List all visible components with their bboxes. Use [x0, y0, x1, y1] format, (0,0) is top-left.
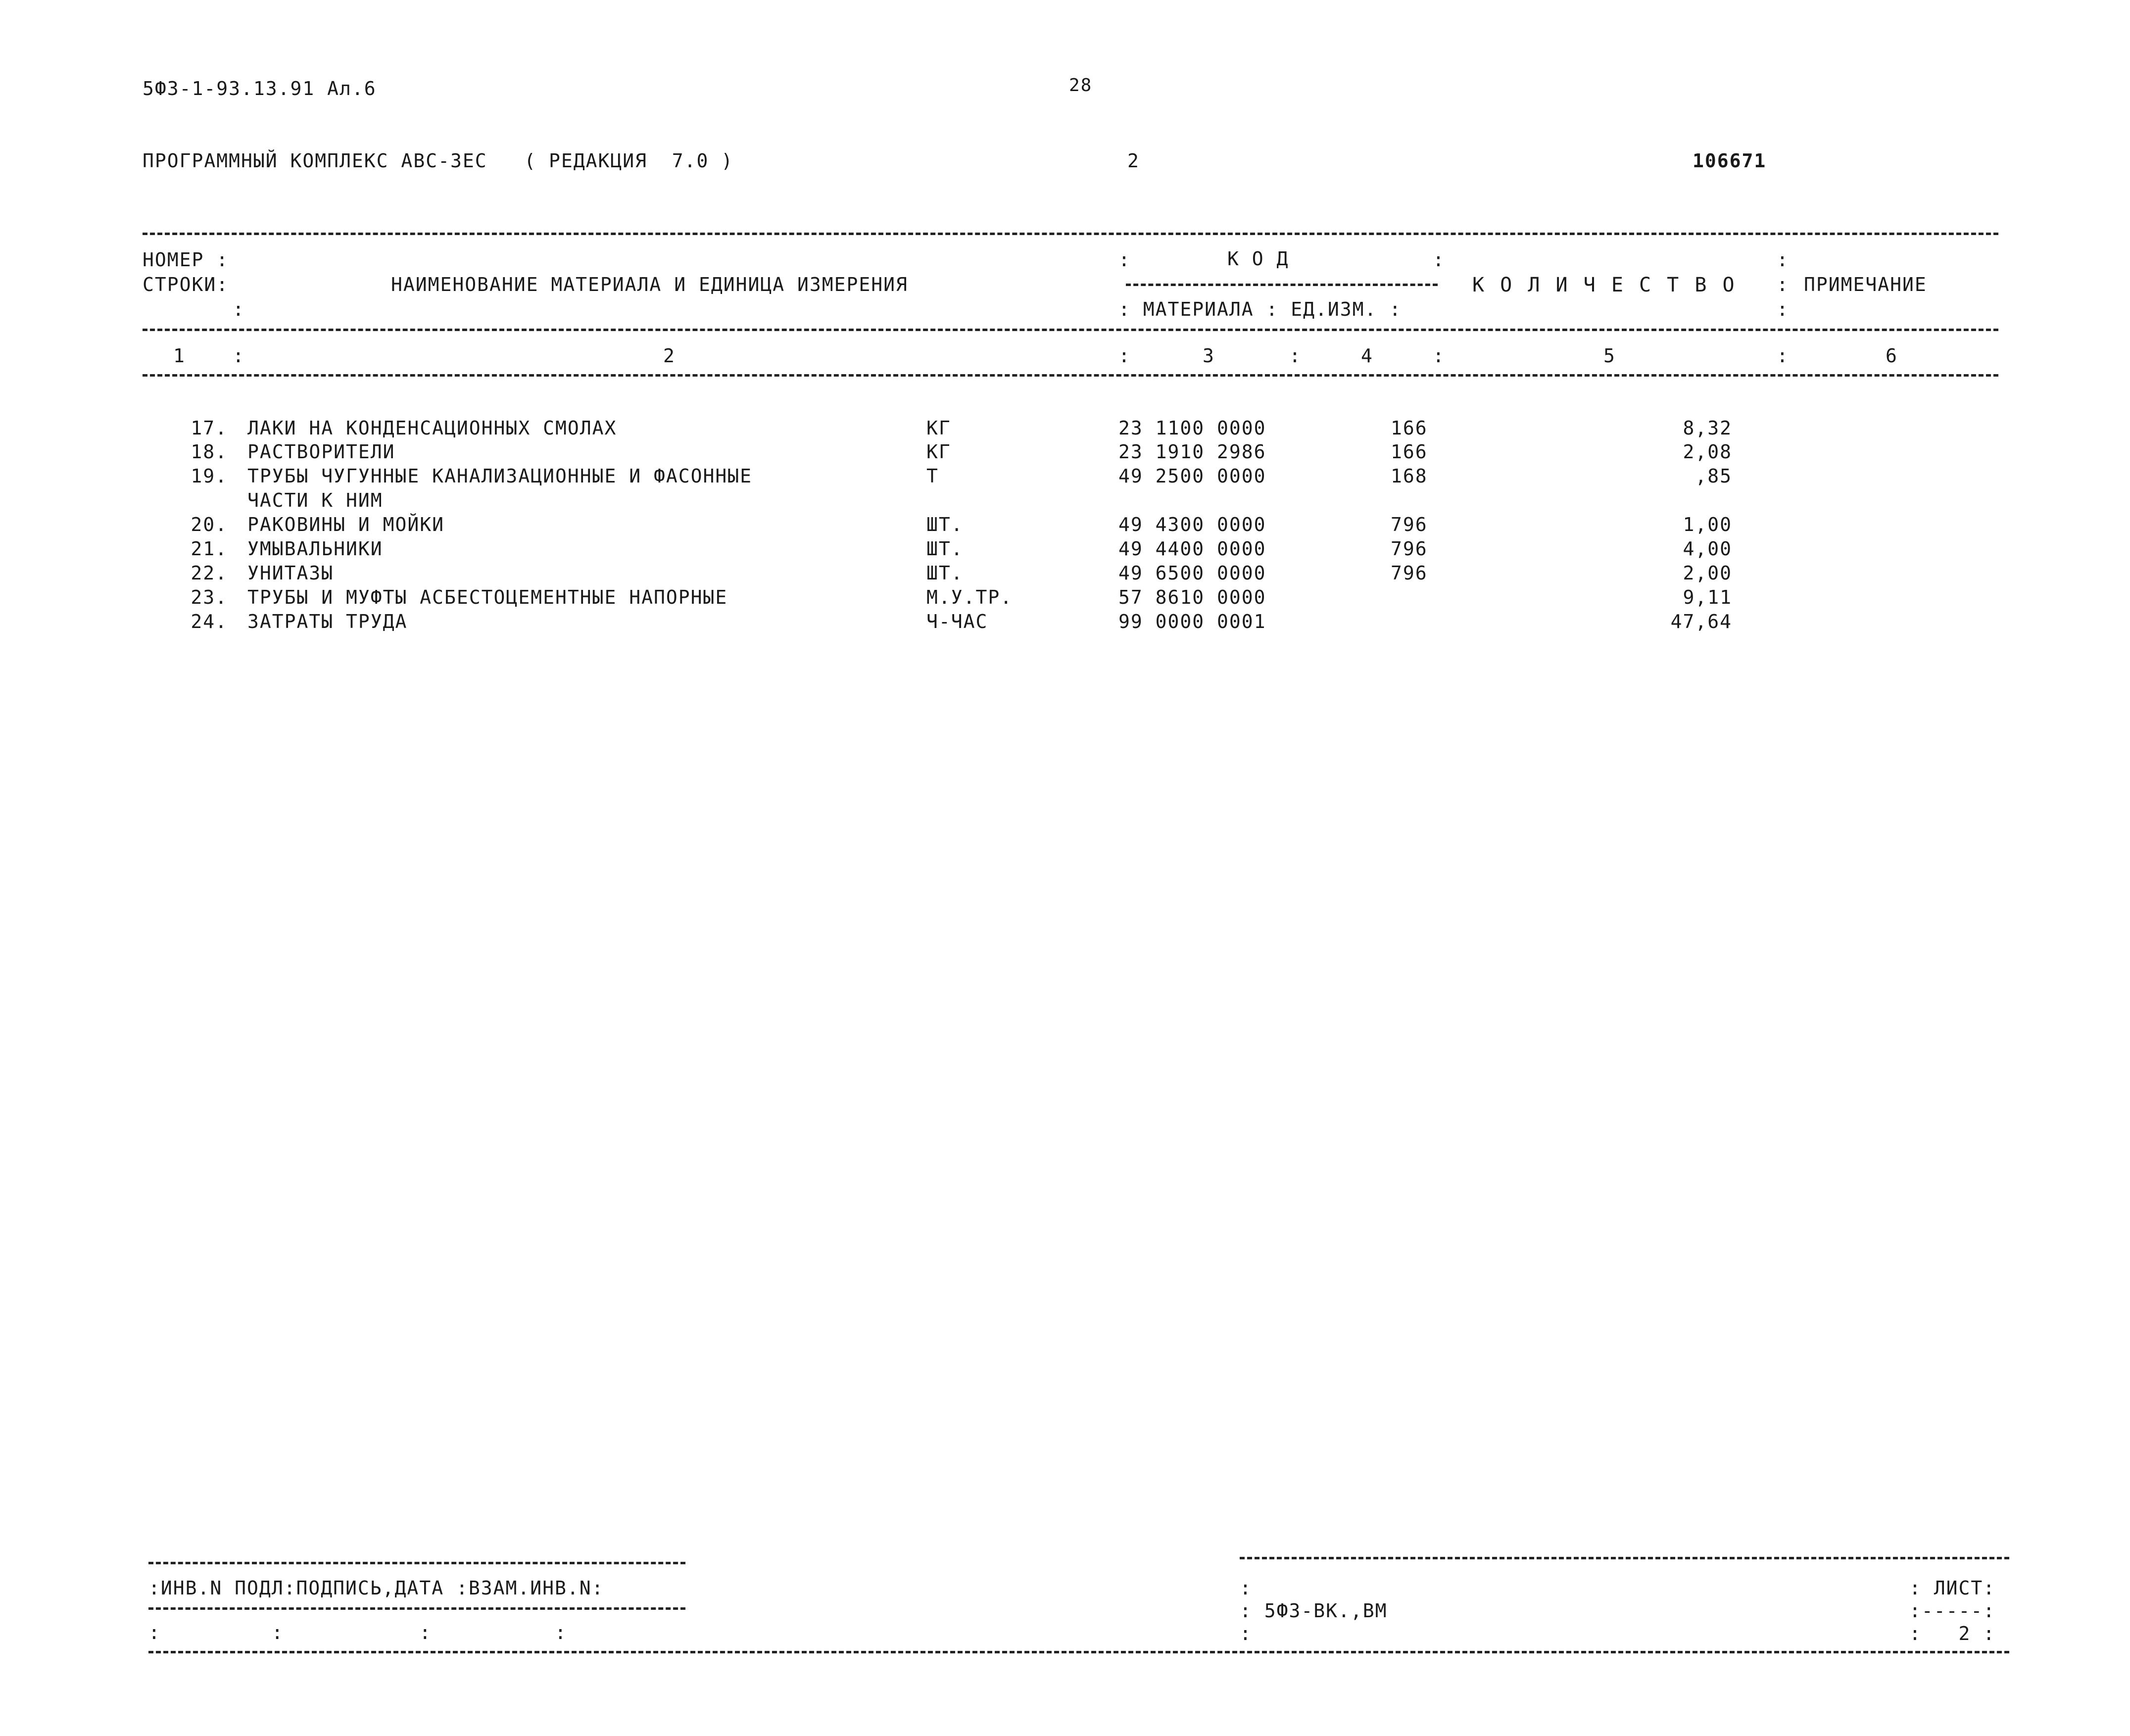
- row-number: 23.: [191, 586, 228, 608]
- quantity: 47,64: [1670, 611, 1732, 632]
- quantity: 8,32: [1683, 417, 1732, 439]
- header-bottom-rule: [143, 374, 1998, 377]
- col-num-sep: :: [1289, 345, 1302, 367]
- unit-code: 796: [1391, 562, 1428, 584]
- unit: М.У.ТР.: [926, 586, 1013, 608]
- stamp-header: :ИНВ.N ПОДЛ:ПОДПИСЬ,ДАТА :ВЗАМ.ИНВ.N:: [148, 1577, 604, 1599]
- unit: КГ: [926, 441, 951, 463]
- unit: ШТ.: [926, 538, 964, 560]
- material-name: УНИТАЗЫ: [247, 562, 334, 584]
- doc-reference: 5Ф3-1-93.13.91 Ал.6: [143, 78, 377, 99]
- col-num-3: 3: [1203, 345, 1215, 367]
- code-header-colon-right: :: [1433, 249, 1445, 271]
- note-header-colon2: :: [1777, 274, 1789, 295]
- quantity: 2,08: [1683, 441, 1732, 463]
- stamp-empty-row: : : : :: [148, 1622, 567, 1643]
- material-code: 49 4400 0000: [1118, 538, 1266, 560]
- unit: ШТ.: [926, 562, 964, 584]
- material-name: РАКОВИНЫ И МОЙКИ: [247, 514, 445, 535]
- material-code: 49 6500 0000: [1118, 562, 1266, 584]
- sheet-number: 2: [1127, 150, 1140, 172]
- material-code: 23 1100 0000: [1118, 417, 1266, 439]
- quantity: 1,00: [1683, 514, 1732, 535]
- row-number-header-line2: СТРОКИ:: [143, 274, 229, 295]
- material-name: ЛАКИ НА КОНДЕНСАЦИОННЫХ СМОЛАХ: [247, 417, 617, 439]
- document-id: 106671: [1693, 150, 1767, 172]
- unit: КГ: [926, 417, 951, 439]
- material-name: УМЫВАЛЬНИКИ: [247, 538, 383, 560]
- material-name: ТРУБЫ И МУФТЫ АСБЕСТОЦЕМЕНТНЫЕ НАПОРНЫЕ: [247, 586, 728, 608]
- row-number: 21.: [191, 538, 228, 560]
- col-num-sep: :: [1433, 345, 1445, 367]
- material-name: ТРУБЫ ЧУГУННЫЕ КАНАЛИЗАЦИОННЫЕ И ФАСОННЫЕ: [247, 465, 752, 487]
- col-num-sep: :: [1118, 345, 1131, 367]
- row-number: 20.: [191, 514, 228, 535]
- material-code: 23 1910 2986: [1118, 441, 1266, 463]
- material-name-header: НАИМЕНОВАНИЕ МАТЕРИАЛА И ЕДИНИЦА ИЗМЕРЕНИЯ: [391, 274, 908, 295]
- quantity: 9,11: [1683, 586, 1732, 608]
- title-block-top-rule: [1240, 1557, 2009, 1559]
- note-header-colon3: :: [1777, 298, 1789, 320]
- title-block-colon: :: [1240, 1577, 1252, 1599]
- sheet-value: : 2 :: [1909, 1623, 1996, 1644]
- col-num-2: 2: [663, 345, 676, 367]
- col-num-1: 1: [173, 345, 186, 367]
- material-code: 57 8610 0000: [1118, 586, 1266, 608]
- unit: Ч-ЧАС: [926, 611, 988, 632]
- unit-code: 168: [1391, 465, 1428, 487]
- stamp-mid-rule: [148, 1607, 685, 1610]
- note-header: ПРИМЕЧАНИЕ: [1804, 274, 1927, 295]
- sheet-divider: :-----:: [1909, 1600, 1996, 1622]
- title-block-colon: :: [1240, 1623, 1252, 1644]
- unit-code: 796: [1391, 514, 1428, 535]
- footer-bottom-rule: [148, 1651, 2009, 1653]
- stamp-top-rule: [148, 1562, 685, 1564]
- note-header-colon: :: [1777, 249, 1789, 271]
- col-num-sep: :: [1777, 345, 1789, 367]
- unit-code: 166: [1391, 417, 1428, 439]
- material-code: 49 4300 0000: [1118, 514, 1266, 535]
- code-header: К О Д: [1227, 248, 1289, 270]
- program-title: ПРОГРАММНЫЙ КОМПЛЕКС АВС-3ЕС ( РЕДАКЦИЯ 7.0 ): [143, 150, 734, 172]
- code-header-colon: :: [1118, 249, 1131, 271]
- unit: Т: [926, 465, 939, 487]
- col-num-sep: :: [233, 345, 245, 367]
- row-number: 17.: [191, 417, 228, 439]
- page-number: 28: [1069, 75, 1093, 96]
- row-number: 24.: [191, 611, 228, 632]
- code-subheader: : МАТЕРИАЛА : ЕД.ИЗМ. :: [1118, 298, 1402, 320]
- unit-code: 166: [1391, 441, 1428, 463]
- document-code: : 5Ф3-ВК.,ВМ: [1240, 1600, 1388, 1622]
- material-name: ЧАСТИ К НИМ: [247, 489, 383, 511]
- header-mid-rule: [143, 329, 1998, 331]
- row-number-header-line1: НОМЕР :: [143, 249, 229, 271]
- code-header-split-rule: [1126, 284, 1438, 286]
- col-num-4: 4: [1361, 345, 1373, 367]
- quantity-header: К О Л И Ч Е С Т В О: [1472, 274, 1737, 296]
- row-number: 19.: [191, 465, 228, 487]
- quantity: ,85: [1695, 465, 1732, 487]
- row-number: 18.: [191, 441, 228, 463]
- row-number: 22.: [191, 562, 228, 584]
- material-code: 49 2500 0000: [1118, 465, 1266, 487]
- header-top-rule: [143, 233, 1998, 235]
- unit-code: 796: [1391, 538, 1428, 560]
- quantity: 2,00: [1683, 562, 1732, 584]
- col-num-6: 6: [1886, 345, 1898, 367]
- sheet-label: : ЛИСТ:: [1909, 1577, 1996, 1599]
- quantity: 4,00: [1683, 538, 1732, 560]
- col-num-5: 5: [1603, 345, 1616, 367]
- material-name: ЗАТРАТЫ ТРУДА: [247, 611, 408, 632]
- material-code: 99 0000 0001: [1118, 611, 1266, 632]
- row-number-header-colon: :: [233, 298, 245, 320]
- material-name: РАСТВОРИТЕЛИ: [247, 441, 395, 463]
- unit: ШТ.: [926, 514, 964, 535]
